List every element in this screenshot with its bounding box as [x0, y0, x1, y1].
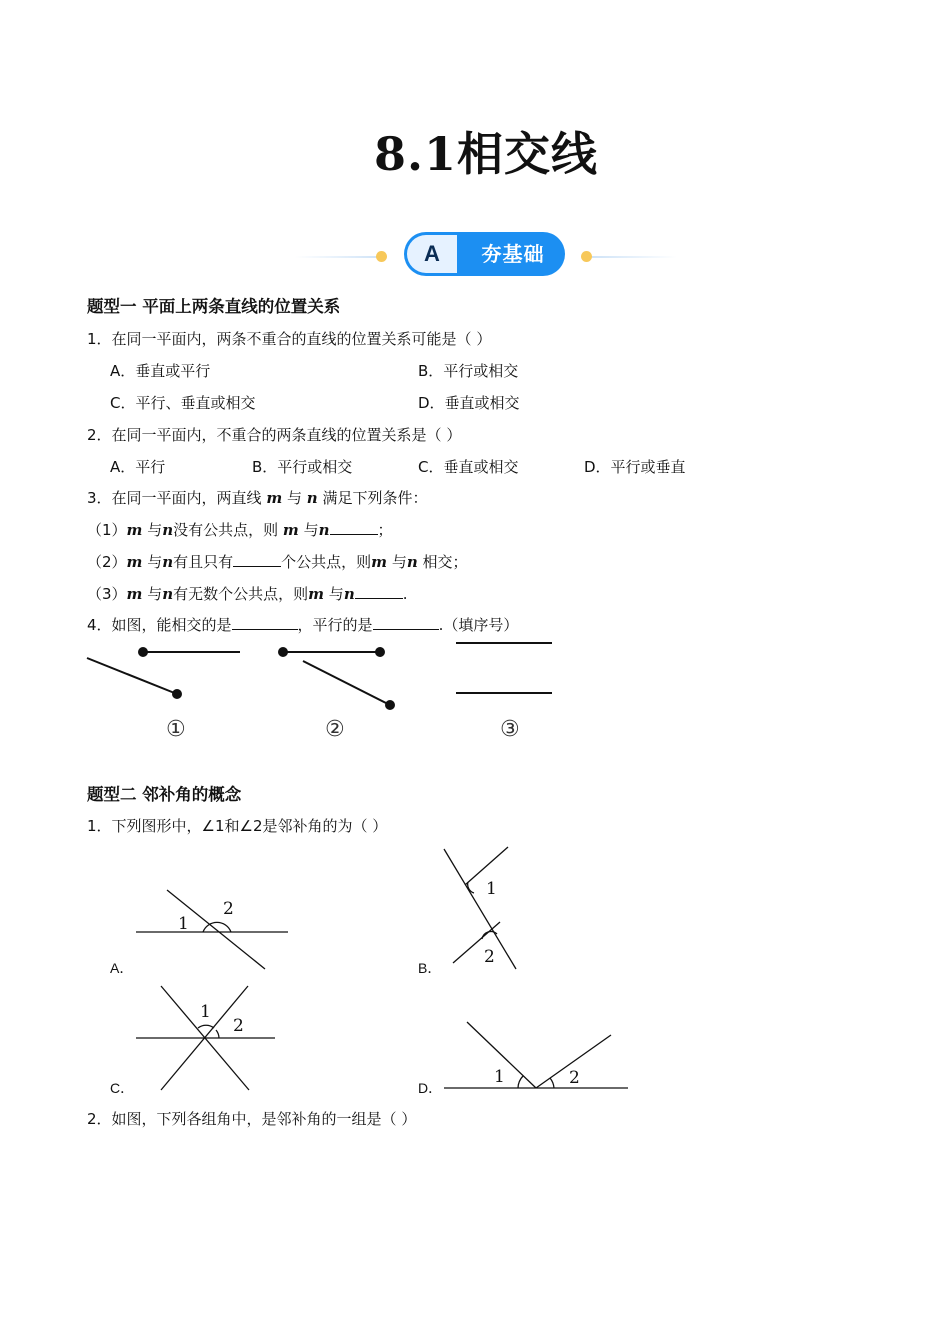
figure-d-label-2: 2 [569, 1068, 580, 1088]
q1-option-b: B．平行或相交 [418, 362, 519, 380]
figure-d [444, 1022, 628, 1088]
banner-text: 夯基础 [481, 242, 545, 266]
figure-b [444, 847, 516, 969]
q4-stem: 4．如图，能相交的是 ，平行的是 .（填序号） [87, 616, 519, 634]
s2-option-a-label: A． [110, 960, 134, 976]
q1-stem: 1．在同一平面内，两条不重合的直线的位置关系可能是（ ） [87, 330, 492, 348]
section-heading-2: 题型二 邻补角的概念 [87, 785, 242, 804]
q2-option-d: D．平行或垂直 [584, 458, 686, 476]
figure-b-label-2: 2 [484, 947, 495, 967]
figure-d-arc-1 [518, 1076, 523, 1088]
figure-d-arc-2 [550, 1078, 554, 1088]
s2-q2-stem: 2．如图，下列各组角中，是邻补角的一组是（ ） [87, 1110, 417, 1128]
figure-c-label-1: 1 [200, 1002, 211, 1022]
s2-option-d-label: D． [418, 1080, 443, 1096]
q3-sub-3: （3）m 与n有无数个公共点，则m 与n . [87, 585, 408, 603]
figure-c-arc-1 [198, 1025, 214, 1028]
figure-b-line-1 [444, 849, 516, 969]
q3-stem: 3．在同一平面内，两直线 m 与 n 满足下列条件： [87, 489, 428, 507]
banner-letter: A [407, 235, 457, 273]
figure-label-3: ③ [500, 717, 520, 742]
q2-stem: 2．在同一平面内，不重合的两条直线的位置关系是（ ） [87, 426, 462, 444]
section-heading-1: 题型一 平面上两条直线的位置关系 [87, 297, 341, 316]
figure-b-arc-1 [468, 882, 474, 893]
figure-a [136, 890, 288, 969]
figure-b-arc-2 [482, 932, 497, 939]
q1-option-d: D．垂直或相交 [418, 394, 520, 412]
q2-option-a: A．平行 [110, 458, 166, 476]
s2-option-c-label: C． [110, 1080, 135, 1096]
q2-option-c: C．垂直或相交 [418, 458, 519, 476]
figure-a-label-2: 2 [223, 899, 234, 919]
figure-a-label-1: 1 [178, 914, 189, 934]
q2-option-b: B．平行或相交 [252, 458, 353, 476]
s2-q1-stem: 1．下列图形中，∠1和∠2是邻补角的为（ ） [87, 817, 388, 835]
q1-option-c: C．平行、垂直或相交 [110, 394, 256, 412]
figure-c-label-2: 2 [233, 1016, 244, 1036]
page-title: 8.1相交线 [373, 127, 599, 181]
q3-sub-2: （2）m 与n有且只有 个公共点，则m 与n 相交； [87, 553, 468, 571]
figure-b-label-1: 1 [486, 879, 497, 899]
figure-label-1: ① [166, 717, 186, 742]
q1-option-a: A．垂直或平行 [110, 362, 211, 380]
q3-sub-1: （1）m 与n没有公共点，则 m 与n ； [87, 521, 393, 539]
s2-option-b-label: B． [418, 960, 442, 976]
figure-label-2: ② [325, 717, 345, 742]
figure-c-arc-2 [216, 1030, 219, 1038]
figure-c [136, 986, 275, 1090]
figure-d-label-1: 1 [494, 1067, 505, 1087]
